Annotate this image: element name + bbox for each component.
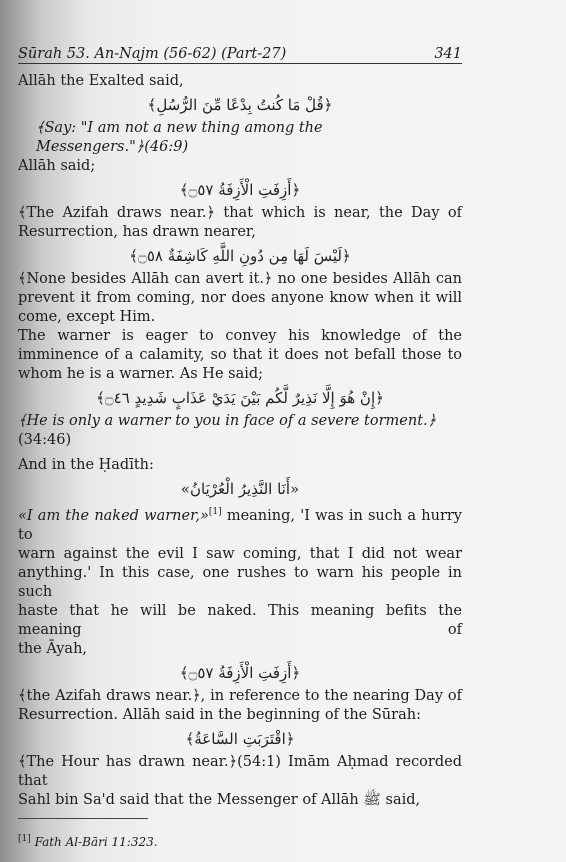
text-line: (34:46) xyxy=(18,432,72,448)
text-line: the Āyah, xyxy=(18,640,88,657)
text-line: Allāh said; xyxy=(18,158,96,174)
text-line: ﴾the Azifah draws near.﴿, in reference to the nearing Day of xyxy=(18,687,462,704)
arabic-hadith: «أَنَا النَّذِيرُ الْعُرْيَانُ» xyxy=(180,480,300,498)
footnote-text: Fath Al-Bāri 11:323. xyxy=(30,834,158,849)
arabic-verse: ﴿إِنْ هُوَ إِلَّا نَذِيرٌ لَّكُم بَيْنَ يَدَيْ عَذَابٍ شَدِيدٍ ۝٤٦﴾ xyxy=(96,389,384,407)
text-line: Resurrection. Allāh said in the beginning of the Sūrah: xyxy=(18,706,421,723)
text-line: whom he is a warner. As He said; xyxy=(18,366,264,382)
text-line: Sahl bin Sa'd said that the Messenger of Allāh ﷺ said, xyxy=(18,791,421,808)
text-line: The warner is eager to convey his knowledge of the xyxy=(18,328,462,344)
text-line: prevent it from coming, nor does anyone know when it will xyxy=(18,290,462,306)
page-number: 341 xyxy=(434,46,462,62)
header-title: Sūrah 53. An-Najm (56-62) (Part-27) xyxy=(18,46,287,62)
running-header xyxy=(18,46,462,64)
footnote-ref[interactable]: [1] xyxy=(208,507,222,517)
arabic-verse: ﴿أَزِفَتِ الْأَزِفَةُ ۝٥٧﴾ xyxy=(179,181,301,199)
text-line: haste that he will be naked. This meaning befits the meaning of xyxy=(18,602,462,638)
text-line xyxy=(18,503,462,545)
text-line: ﴾The Hour has drawn near.﴿(54:1) Imām Aḥmad recorded that xyxy=(18,753,462,789)
arabic-verse: ﴿قُلْ مَا كُنتُ بِدْعًا مِّنَ الرُّسُلِ﴾ xyxy=(147,96,333,114)
hadith-quote: «I am the naked warner,» xyxy=(18,507,209,524)
verse-translation: ﴾He is only a warner to you in face of a severe torment.﴿ xyxy=(18,413,437,429)
arabic-verse: ﴿اقْتَرَبَتِ السَّاعَةُ﴾ xyxy=(185,729,295,748)
footnote-marker: [1] xyxy=(18,833,31,844)
arabic-verse: ﴿أَزِفَتِ الْأَزِفَةُ ۝٥٧﴾ xyxy=(179,663,301,682)
footnote xyxy=(18,831,462,850)
text-line: anything.' In this case, one rushes to warn his people in such xyxy=(18,564,462,600)
arabic-verse: ﴿لَيْسَ لَهَا مِن دُونِ اللَّهِ كَاشِفَةٌ ۝٥٨﴾ xyxy=(129,247,351,265)
text-line: ﴾The Azifah draws near.﴿ that which is near, the Day of xyxy=(18,205,462,221)
text-line: Allāh the Exalted said, xyxy=(18,73,184,89)
text-line: imminence of a calamity, so that it does not befall those to xyxy=(18,347,462,363)
text-line: ﴾None besides Allāh can avert it.﴿ no one besides Allāh can xyxy=(18,271,462,287)
text-span: meaning, 'I was in such a hurry to xyxy=(18,507,462,543)
text-line: And in the Ḥadīth: xyxy=(18,457,154,473)
text-line: warn against the evil I saw coming, that I did not wear xyxy=(18,545,462,562)
book-page xyxy=(18,46,462,862)
text-line: Resurrection, has drawn nearer, xyxy=(18,224,256,240)
text-line: come, except Him. xyxy=(18,309,156,325)
verse-translation: ﴾Say: "I am not a new thing among the Messengers."﴿(46:9) xyxy=(36,120,323,155)
footnote-divider xyxy=(18,818,148,819)
